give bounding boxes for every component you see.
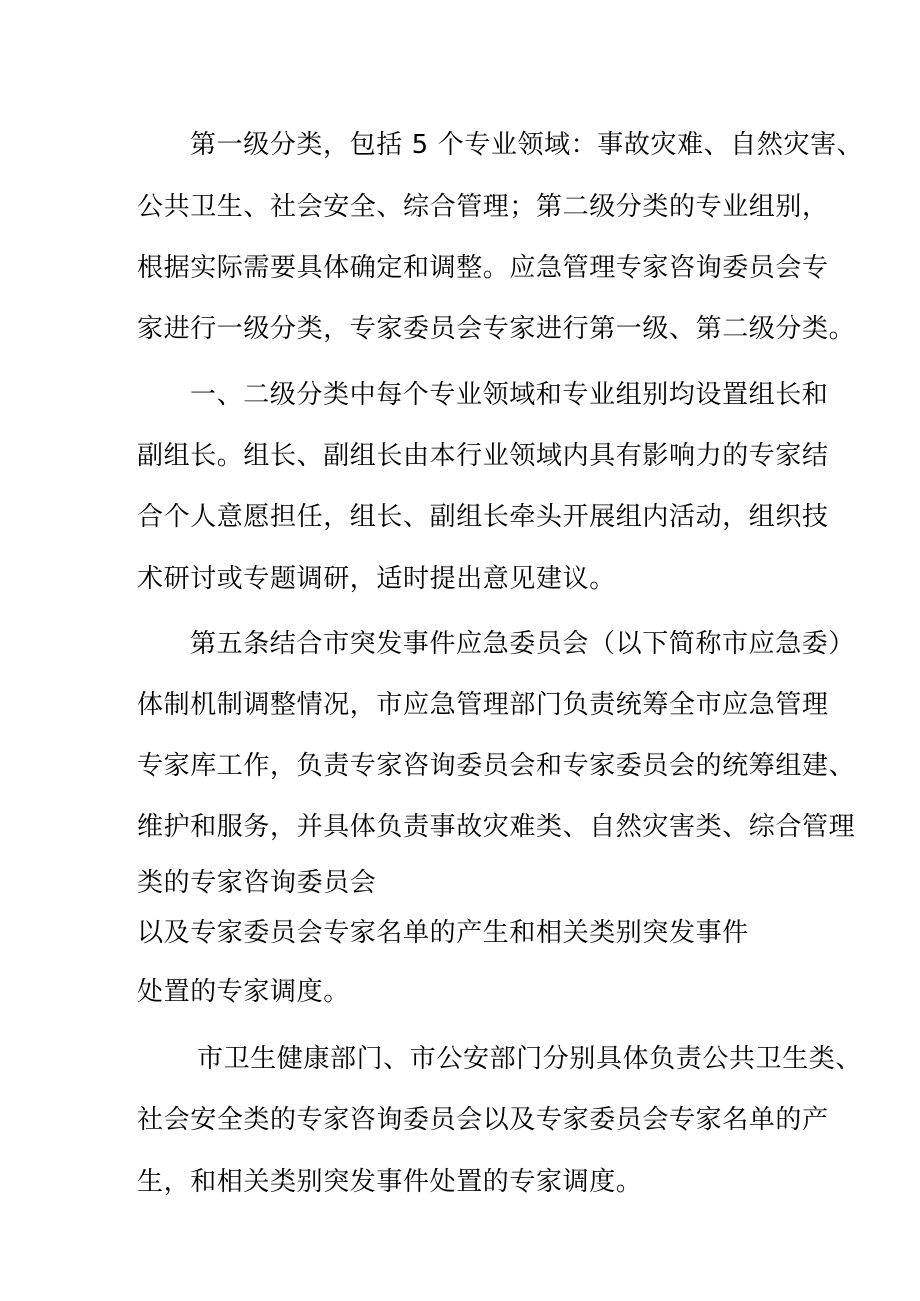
text-line: 一、二级分类中每个专业领域和专业组别均设置组长和 (190, 380, 829, 410)
text-line: 家进行一级分类，专家委员会专家进行第一级、第二级分类。 (137, 314, 856, 344)
text-line: 体制机制调整情况，市应急管理部门负责统筹全市应急管理 (137, 690, 829, 720)
text-line: 以及专家委员会专家名单的产生和相关类别突发事件 (137, 918, 749, 948)
text-line: 维护和服务，并具体负责事故灾难类、自然灾害类、综合管理 (137, 812, 856, 842)
text-line: 市卫生健康部门、市公安部门分别具体负责公共卫生类、 (197, 1044, 863, 1074)
text-line: 根据实际需要具体确定和调整。应急管理专家咨询委员会专 (137, 253, 829, 283)
text-line: 第五条结合市突发事件应急委员会（以下简称市应急委） (190, 629, 856, 659)
text-line: 处置的专家调度。 (137, 977, 350, 1007)
text-line: 术研讨或专题调研，适时提出意见建议。 (137, 564, 616, 594)
text-line: 生，和相关类别突发事件处置的专家调度。 (137, 1167, 643, 1197)
text-line: 专家库工作，负责专家咨询委员会和专家委员会的统筹组建、 (137, 751, 856, 781)
text-line: 类的专家咨询委员会 (137, 868, 377, 898)
text-line: 公共卫生、社会安全、综合管理；第二级分类的专业组别， (137, 192, 829, 222)
text-line: 合个人意愿担任，组长、副组长牵头开展组内活动，组织技 (137, 502, 829, 532)
text-line: 副组长。组长、副组长由本行业领域内具有影响力的专家结 (137, 441, 829, 471)
text-line: 第一级分类，包括 5 个专业领域：事故灾难、自然灾害、 (190, 130, 864, 160)
text-line: 社会安全类的专家咨询委员会以及专家委员会专家名单的产 (137, 1105, 829, 1135)
